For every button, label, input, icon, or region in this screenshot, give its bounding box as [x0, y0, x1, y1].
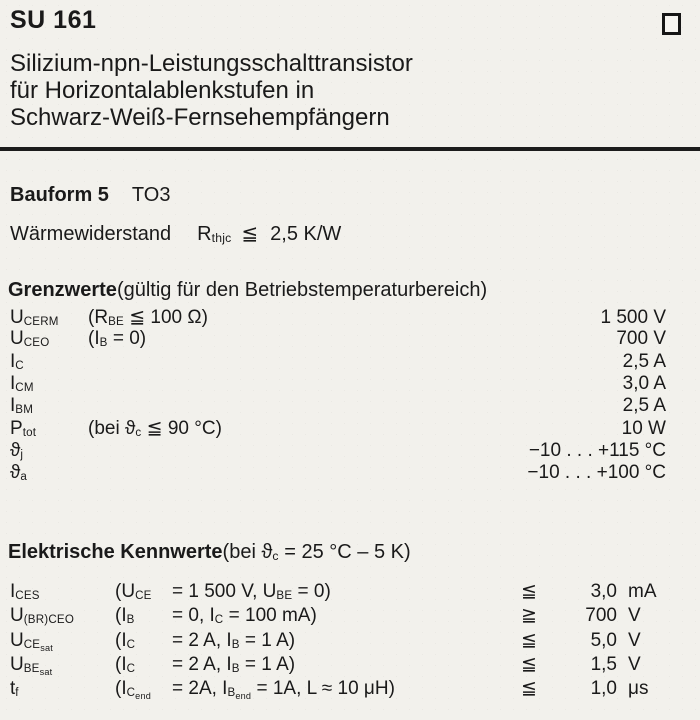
unit-cell: V — [628, 629, 641, 651]
description-line: Silizium-npn-Leistungsschalttransistor — [10, 50, 413, 77]
value-cell: 3,0 A — [622, 372, 666, 394]
value-cell: 2,5 A — [622, 395, 666, 417]
table-row — [10, 440, 666, 462]
value-cell: −10 . . . +100 °C — [527, 462, 666, 484]
limits-table — [10, 306, 666, 484]
condition-cell: (RBE ≦ 100 Ω) — [88, 307, 208, 329]
description-line: Schwarz-Weiß-Fernsehempfängern — [10, 104, 390, 131]
value-cell: 2,5 A — [622, 350, 666, 372]
table-row — [10, 580, 673, 604]
relation-cell: ≦ — [521, 581, 537, 602]
condition-rest: = 2 A, IB = 1 A) — [172, 629, 296, 651]
symbol-cell: UCEO — [10, 328, 50, 350]
condition-cell — [115, 605, 521, 627]
limits-subtitle: (gültig für den Betriebstemperaturbereich) — [116, 279, 488, 301]
thermal-value: 2,5 K/W — [270, 223, 342, 245]
limits-section-title — [8, 279, 487, 302]
symbol-cell: $UBE_{sat}$ — [10, 653, 53, 677]
value-cell: 700 V — [616, 328, 666, 350]
condition-variable: (IC — [115, 629, 136, 651]
symbol-cell: ICES — [10, 581, 40, 603]
symbol-cell: ICM — [10, 372, 34, 394]
relation-cell: ≧ — [521, 605, 537, 627]
characteristics-table — [10, 580, 673, 701]
unit-cell: μs — [628, 678, 649, 700]
package-type: TO3 — [131, 184, 171, 206]
condition-rest: = 2 A, IB = 1 A) — [172, 653, 296, 675]
bauform-label: Bauform 5 — [10, 184, 109, 206]
table-row — [10, 629, 673, 653]
unit-cell: mA — [628, 581, 657, 602]
value-cell: 1 500 V — [600, 307, 666, 328]
condition-variable: (UCE — [115, 581, 152, 603]
thermal-relation: ≦ — [241, 223, 259, 245]
condition-variable: (IC — [115, 653, 136, 675]
value-cell: −10 . . . +115 °C — [528, 439, 666, 461]
corner-square-icon — [662, 13, 681, 35]
relation-cell: ≦ — [521, 653, 537, 675]
table-row — [10, 604, 673, 628]
characteristics-subtitle: (bei ϑc = 25 °C – 5 K) — [222, 541, 411, 564]
table-row — [10, 373, 666, 395]
table-row — [10, 677, 673, 701]
table-row — [10, 351, 666, 373]
condition-cell — [115, 630, 521, 652]
characteristics-section-title — [8, 541, 411, 564]
condition-cell — [115, 581, 521, 603]
table-row — [10, 417, 666, 439]
symbol-cell: $UCE_{sat}$ — [10, 629, 53, 653]
value-cell: 700 — [585, 605, 617, 627]
table-row — [10, 395, 666, 417]
value-cell: 3,0 — [590, 581, 617, 602]
symbol-cell: IBM — [10, 395, 34, 417]
condition-rest: = 0, IC = 100 mA) — [172, 605, 317, 627]
value-cell: 10 W — [621, 418, 666, 440]
relation-cell: ≦ — [521, 678, 537, 700]
thermal-label: Wärmewiderstand — [10, 223, 172, 245]
part-number: SU 161 — [10, 6, 97, 34]
unit-cell: V — [628, 653, 641, 675]
characteristics-title: Elektrische Kennwerte — [8, 541, 223, 563]
value-cell: 1,5 — [590, 653, 617, 675]
table-row — [10, 462, 666, 484]
condition-variable: (IB — [115, 605, 135, 627]
condition-variable: ($IC_{end}$ — [115, 678, 151, 702]
limits-title: Grenzwerte — [8, 279, 117, 301]
table-row — [10, 328, 666, 350]
symbol-cell: tf — [10, 678, 19, 700]
symbol-cell: U(BR)CEO — [10, 605, 75, 627]
condition-cell: (IB = 0) — [88, 328, 147, 350]
value-cell: 1,0 — [590, 678, 617, 700]
device-description — [10, 50, 413, 131]
value-cell: 5,0 — [590, 629, 617, 651]
unit-cell: V — [628, 605, 641, 627]
thermal-symbol: Rthjc — [197, 223, 232, 246]
package-info — [10, 184, 170, 207]
symbol-cell: Ptot — [10, 418, 37, 440]
description-line: für Horizontalablenkstufen in — [10, 77, 315, 104]
table-row — [10, 306, 666, 328]
condition-cell — [115, 678, 521, 701]
symbol-cell: ϑj — [10, 439, 24, 461]
condition-rest: = 1 500 V, UBE = 0) — [172, 581, 331, 603]
table-row — [10, 653, 673, 677]
symbol-cell: UCERM — [10, 307, 59, 329]
relation-cell: ≦ — [521, 629, 537, 651]
thermal-resistance-line — [10, 221, 341, 246]
section-divider — [0, 147, 700, 151]
condition-rest: = 2A, $IB_{end} = 1A$, L ≈ 10 μH) — [172, 678, 395, 702]
condition-cell: (bei ϑc ≦ 90 °C) — [88, 418, 222, 440]
symbol-cell: IC — [10, 350, 24, 372]
symbol-cell: ϑa — [10, 462, 28, 484]
condition-cell — [115, 654, 521, 676]
